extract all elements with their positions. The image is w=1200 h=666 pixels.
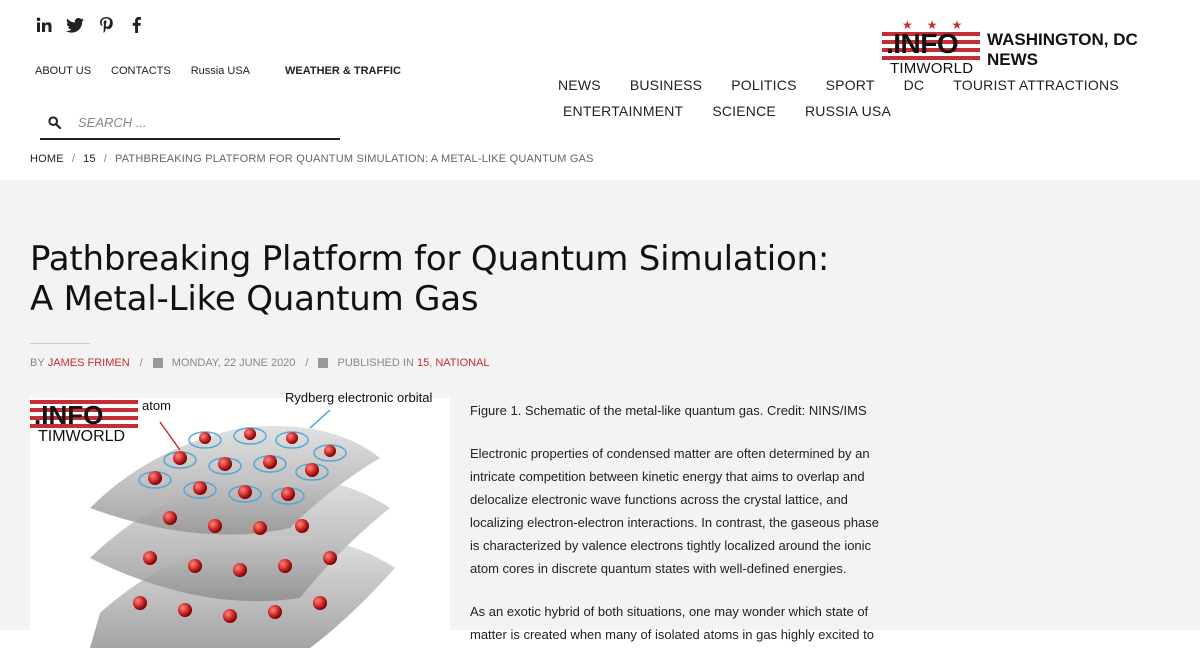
breadcrumb-separator: /	[103, 153, 107, 165]
twitter-icon[interactable]	[66, 15, 84, 35]
logo-city	[987, 30, 1138, 70]
article-paragraph: As an exotic hybrid of both situations, one may wonder which state of matter is created when many of isolated atoms in gas highly excited to	[470, 604, 874, 642]
search-icon[interactable]	[42, 116, 66, 129]
main-nav-dc[interactable]: DC	[903, 77, 925, 93]
logo-city-line1: WASHINGTON, DC	[987, 30, 1138, 49]
published-in-label: PUBLISHED IN	[337, 357, 414, 369]
pinterest-icon[interactable]	[98, 15, 114, 35]
title-divider	[30, 343, 90, 344]
watermark-timworld: TIMWORLD	[38, 428, 126, 445]
breadcrumb-separator: /	[71, 153, 76, 165]
figure-label-orbital: Rydberg electronic orbital	[285, 390, 433, 405]
main-nav-russia-usa[interactable]: RUSSIA USA	[804, 103, 891, 119]
article-content	[0, 180, 1200, 642]
main-nav-tourist-attractions[interactable]: TOURIST ATTRACTIONS	[953, 77, 1119, 93]
figure-caption: Figure 1. Schematic of the metal-like quantum gas. Credit: NINS/IMS	[470, 403, 867, 418]
logo-info-text: .INFO	[886, 28, 959, 59]
main-nav-politics[interactable]: POLITICS	[731, 77, 797, 93]
figure-label-atom: atom	[142, 398, 171, 413]
meta-by: BY	[30, 357, 45, 369]
category-link-national[interactable]: NATIONAL	[435, 357, 490, 369]
article-title: Pathbreaking Platform for Quantum Simulation: A Metal-Like Quantum Gas	[30, 239, 830, 319]
main-nav	[544, 77, 1119, 119]
logo-city-line2: NEWS	[987, 50, 1038, 69]
breadcrumb	[30, 153, 594, 165]
breadcrumb-current: PATHBREAKING PLATFORM FOR QUANTUM SIMULATION: A METAL-LIKE QUANTUM GAS	[114, 153, 594, 165]
search-bar	[40, 106, 340, 140]
logo-stars: ★★★	[902, 18, 977, 32]
facebook-icon[interactable]	[128, 15, 144, 35]
folder-icon	[318, 358, 328, 368]
nav-contacts[interactable]: CONTACTS	[111, 65, 171, 77]
linkedin-icon[interactable]	[36, 15, 52, 35]
article-paragraph: Electronic properties of condensed matter are often determined by an intricate competition between kinetic energy that aims to overlap and delocalize electronic wave functions across the crystal lattice, and localizing electron-electron interactions. In contrast, the gaseous phase is characterized by valence electrons tightly localized around the ionic atom cores in discrete quantum states with well-defined energies.	[470, 446, 880, 576]
meta-separator: /	[305, 357, 309, 369]
main-nav-sport[interactable]: SPORT	[825, 77, 875, 93]
main-nav-entertainment[interactable]: ENTERTAINMENT	[563, 103, 684, 119]
author-link[interactable]: JAMES FRIMEN	[47, 357, 130, 369]
main-nav-news[interactable]: NEWS	[558, 77, 601, 93]
site-header	[0, 0, 1200, 180]
search-input[interactable]	[78, 115, 318, 130]
nav-russia-usa[interactable]: Russia USA	[190, 65, 251, 77]
category-link-15[interactable]: 15	[416, 357, 430, 369]
social-links	[36, 15, 144, 35]
top-nav	[35, 65, 421, 77]
calendar-icon	[153, 358, 163, 368]
breadcrumb-section[interactable]: 15	[83, 153, 96, 165]
breadcrumb-home[interactable]: HOME	[30, 153, 64, 165]
article-body	[470, 399, 880, 666]
logo-timworld-text: TIMWORLD	[890, 60, 974, 77]
main-nav-science[interactable]: SCIENCE	[712, 103, 776, 119]
nav-weather-traffic[interactable]: WEATHER & TRAFFIC	[285, 65, 401, 77]
main-nav-business[interactable]: BUSINESS	[629, 77, 703, 93]
site-logo[interactable]	[882, 20, 1152, 80]
watermark-info: .INFO	[34, 400, 104, 430]
article-meta: BY JAMES FRIMEN / MONDAY, 22 JUNE 2020 / PUBLISHED IN 15 , NATIONAL	[30, 357, 490, 369]
meta-separator: /	[139, 357, 143, 369]
article-figure[interactable]	[30, 390, 450, 638]
article-date: MONDAY, 22 JUNE 2020	[171, 357, 296, 369]
nav-about-us[interactable]: ABOUT US	[35, 65, 92, 77]
